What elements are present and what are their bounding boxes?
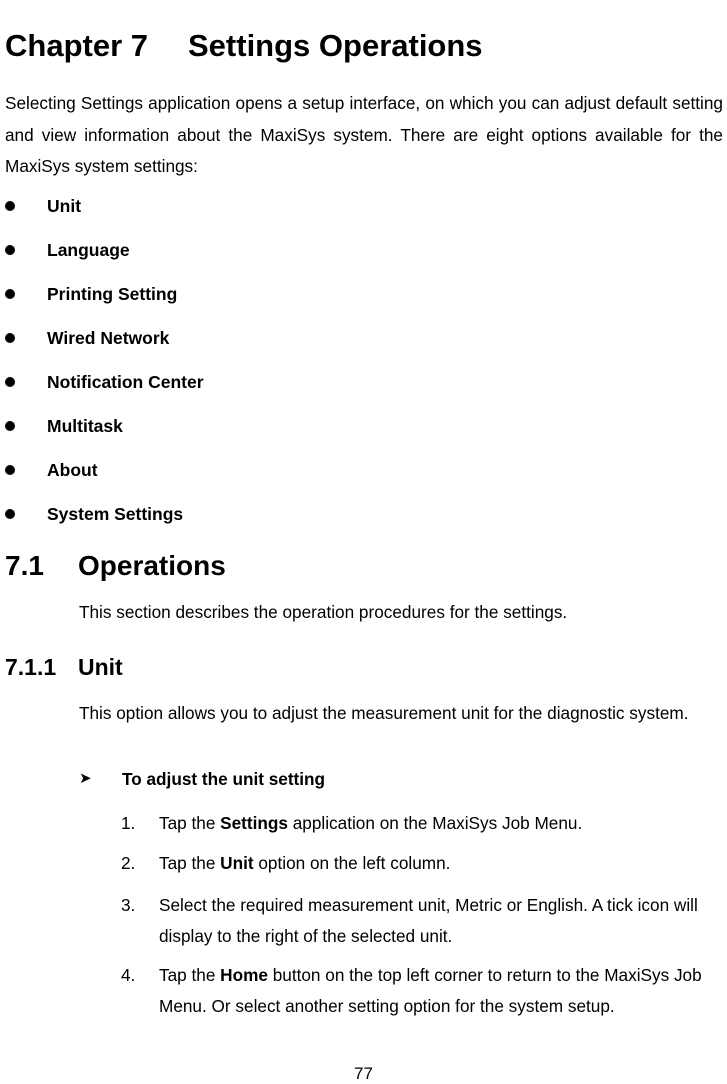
chapter-name: Settings Operations <box>188 28 483 63</box>
step-number: 1. <box>121 813 136 833</box>
section-title: Operations <box>78 550 226 581</box>
step-number: 4. <box>121 965 136 985</box>
option-label: Wired Network <box>47 328 170 348</box>
option-label: Printing Setting <box>47 284 178 304</box>
option-label: Notification Center <box>47 372 204 392</box>
option-label: Language <box>47 240 130 260</box>
chapter-title <box>5 28 483 64</box>
subsection-title: Unit <box>78 654 123 680</box>
bullet-icon <box>5 465 15 475</box>
chapter-number: Chapter 7 <box>5 28 148 63</box>
page-number: 77 <box>354 1064 373 1083</box>
bullet-icon <box>5 333 15 343</box>
step-text: Tap the Unit option on the left column. <box>159 853 451 873</box>
bullet-icon <box>5 421 15 431</box>
ui-term: Home <box>220 965 268 985</box>
bullet-icon <box>5 245 15 255</box>
bullet-icon <box>5 289 15 299</box>
step-text: Tap the Settings application on the MaxiSys Job Menu. <box>159 813 583 833</box>
section-heading <box>5 550 226 582</box>
option-label: Multitask <box>47 416 123 436</box>
section-description: This section describes the operation procedures for the settings. <box>79 602 568 622</box>
section-number: 7.1 <box>5 550 44 581</box>
subsection-description: This option allows you to adjust the measurement unit for the diagnostic system. <box>79 703 689 723</box>
bullet-icon <box>5 377 15 387</box>
step-text: Select the required measurement unit, Metric or English. A tick icon will display to the right of the selected unit. <box>159 895 698 946</box>
option-label: Unit <box>47 196 82 216</box>
step-number: 2. <box>121 853 136 873</box>
intro-paragraph: Selecting Settings application opens a setup interface, on which you can adjust default setting and view information about the MaxiSys system. There are eight options available for the MaxiSys system settings: <box>5 93 723 176</box>
ui-term: Settings <box>220 813 288 833</box>
ui-term: Unit <box>220 853 254 873</box>
subsection-heading <box>5 654 123 681</box>
step-number: 3. <box>121 895 136 915</box>
procedure-title: To adjust the unit setting <box>122 769 326 789</box>
arrow-bullet-icon: ➤ <box>79 770 92 787</box>
option-label: System Settings <box>47 504 184 524</box>
step-text: Tap the Home button on the top left corner to return to the MaxiSys Job Menu. Or select another setting option for the system setup. <box>159 965 702 1016</box>
bullet-icon <box>5 509 15 519</box>
subsection-number: 7.1.1 <box>5 654 57 680</box>
bullet-icon <box>5 201 15 211</box>
option-label: About <box>47 460 98 480</box>
